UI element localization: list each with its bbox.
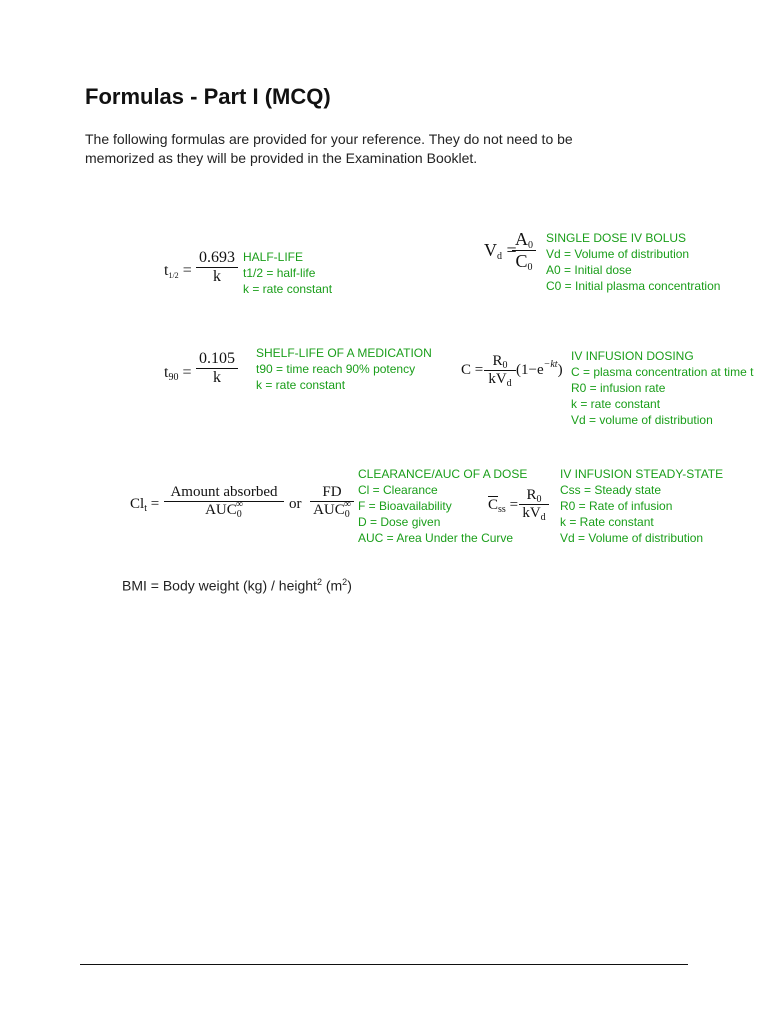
half-life-notes: HALF-LIFE t1/2 = half-life k = rate constant — [243, 250, 333, 296]
iv-infusion-lhs: C = — [461, 362, 484, 378]
steady-state-fraction — [519, 487, 549, 522]
fraction-numerator: 0.105 — [199, 350, 235, 367]
clearance-lhs: $Cl_t$ = — [130, 496, 160, 514]
fraction-numerator: $R_0$ — [526, 487, 542, 505]
fraction-denominator: k — [213, 369, 221, 386]
single-dose-fraction — [512, 229, 536, 272]
shelf-life-lhs: t90 = — [164, 364, 192, 383]
intro-line: memorized as they will be provided in the Examination Booklet. — [85, 150, 478, 166]
iv-infusion-notes: IV INFUSION DOSING C = plasma concentration at time t R0 = infusion rate k = rate constant Vd = volume of distribution — [571, 349, 754, 427]
fraction-denominator: $AUC_0^\infty$ — [313, 499, 351, 520]
bmi-formula: BMI = Body weight (kg) / height$^2$ $(m^2)$ — [122, 577, 352, 594]
fraction-denominator: C0 — [515, 251, 533, 273]
clearance-fraction-1 — [164, 484, 284, 519]
footer-divider — [80, 964, 688, 965]
page-title: Formulas - Part I (MCQ) — [85, 84, 331, 109]
steady-state-notes: IV INFUSION STEADY-STATE Css = Steady state R0 = Rate of infusion k = Rate constant Vd = Volume of distribution — [560, 467, 724, 545]
clearance-or: or — [289, 496, 302, 512]
fraction-denominator: $AUC_0^\infty$ — [205, 499, 243, 520]
clearance-fraction-2 — [310, 484, 354, 519]
intro-paragraph — [85, 130, 645, 168]
fraction-denominator: k — [213, 268, 221, 285]
intro-line: The following formulas are provided for your reference. They do not need to be — [85, 131, 573, 147]
fraction-numerator: A0 — [515, 229, 533, 251]
clearance-notes: CLEARANCE/AUC OF A DOSE Cl = Clearance F = Bioavailability D = Dose given AUC = Area Under the Curve — [358, 467, 528, 545]
iv-infusion-fraction — [484, 353, 516, 388]
half-life-lhs: t1/2 = — [164, 262, 192, 280]
fraction-numerator: $R_0$ — [492, 353, 508, 371]
fraction-numerator: FD — [322, 484, 342, 500]
iv-infusion-tail: $(1-e^{-kt})$ — [516, 359, 563, 378]
shelf-life-fraction — [196, 350, 238, 387]
single-dose-lhs: Vd = — [484, 240, 517, 262]
shelf-life-notes: SHELF-LIFE OF A MEDICATION t90 = time reach 90% potency k = rate constant — [256, 346, 432, 392]
fraction-numerator: 0.693 — [199, 249, 235, 266]
fraction-numerator: Amount absorbed — [170, 484, 278, 500]
fraction-denominator: $kV_d$ — [488, 371, 512, 389]
steady-state-lhs: $\overline{C}_{ss}$ = — [488, 497, 519, 515]
fraction-denominator: $kV_d$ — [522, 505, 546, 523]
half-life-fraction — [196, 249, 238, 286]
single-dose-notes: SINGLE DOSE IV BOLUS Vd = Volume of distribution A0 = Initial dose C0 = Initial plasma concentration — [546, 231, 721, 293]
